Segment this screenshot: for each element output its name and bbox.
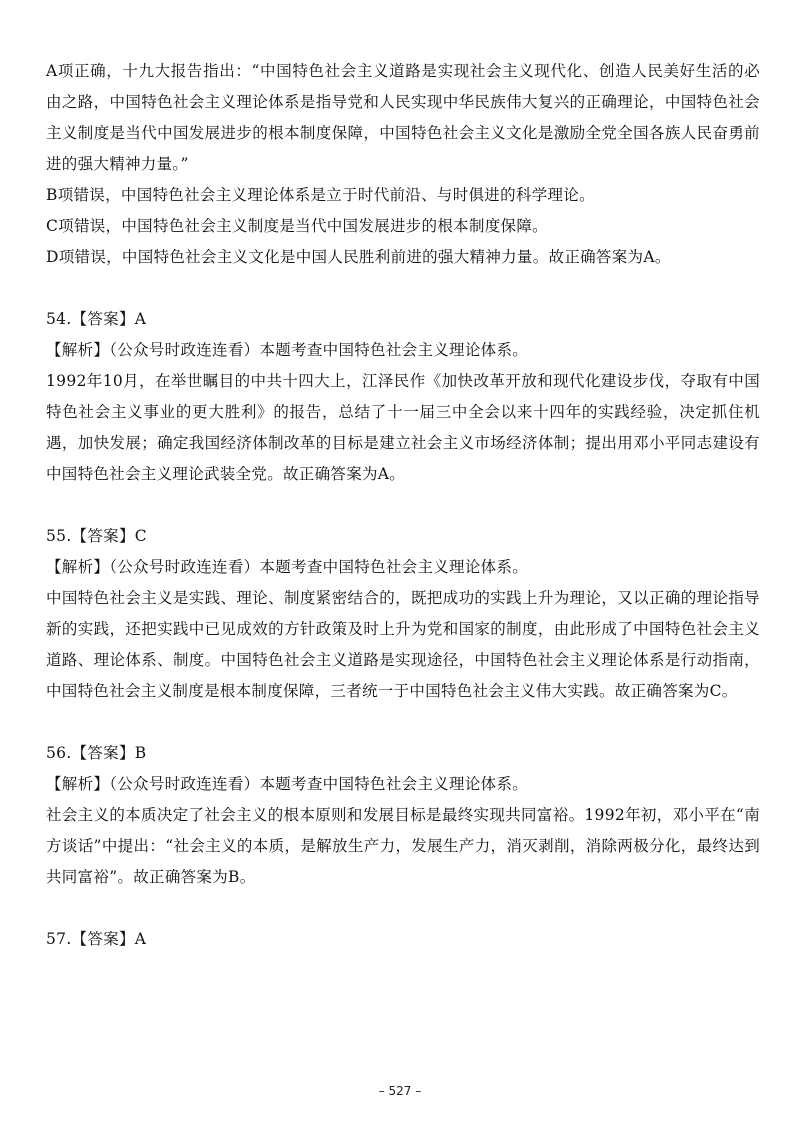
- option-c-explanation: C项错误，中国特色社会主义制度是当代中国发展进步的根本制度保障。: [46, 217, 548, 235]
- q55-analysis-heading: 【解析】（公众号时政连连看）本题考查中国特色社会主义理论体系。: [46, 558, 529, 576]
- document-body: [46, 56, 760, 955]
- q54-answer: 54.【答案】A: [46, 310, 147, 328]
- q54-body: 1992年10月，在举世瞩目的中共十四大上，江泽民作《加快改革开放和现代化建设步伐，夺取有中国特色社会主义事业的更大胜利》的报告，总结了十一届三中全会以来十四年的实践经验，决定抓住机遇，加快发展；确定我国经济体制改革的目标是建立社会主义市场经济体制；提出用邓小平同志建设有中国特色社会主义理论武装全党。故正确答案为A。: [46, 372, 760, 483]
- paragraph-gap: [46, 490, 760, 521]
- paragraph-gap: [46, 893, 760, 924]
- option-d-explanation: D项错误，中国特色社会主义文化是中国人民胜利前进的强大精神力量。故正确答案为A。: [46, 248, 671, 266]
- q56-body: 社会主义的本质决定了社会主义的根本原则和发展目标是最终实现共同富裕。1992年初，邓小平在“南方谈话”中提出：“社会主义的本质，是解放生产力，发展生产力，消灭剥削，消除两极分化，最终达到共同富裕”。故正确答案为B。: [46, 806, 760, 886]
- q56-answer: 56.【答案】B: [46, 744, 147, 762]
- option-a-explanation: A项正确，十九大报告指出：“中国特色社会主义道路是实现社会主义现代化、创造人民美好生活的必由之路，中国特色社会主义理论体系是指导党和人民实现中华民族伟大复兴的正确理论，中国特色社会主义制度是当代中国发展进步的根本制度保障，中国特色社会主义文化是激励全党全国各族人民奋勇前进的强大精神力量。”: [46, 62, 760, 173]
- paragraph-gap: [46, 273, 760, 304]
- paragraph-gap: [46, 707, 760, 738]
- q55-answer: 55.【答案】C: [46, 527, 147, 545]
- q57-answer: 57.【答案】A: [46, 930, 147, 948]
- page-number: – 527 –: [378, 1084, 422, 1098]
- q56-analysis-heading: 【解析】（公众号时政连连看）本题考查中国特色社会主义理论体系。: [46, 775, 529, 793]
- option-b-explanation: B项错误，中国特色社会主义理论体系是立于时代前沿、与时俱进的科学理论。: [46, 186, 595, 204]
- q54-analysis-heading: 【解析】（公众号时政连连看）本题考查中国特色社会主义理论体系。: [46, 341, 529, 359]
- q55-body: 中国特色社会主义是实践、理论、制度紧密结合的，既把成功的实践上升为理论，又以正确的理论指导新的实践，还把实践中已见成效的方针政策及时上升为党和国家的制度，由此形成了中国特色社会主义道路、理论体系、制度。中国特色社会主义道路是实现途径，中国特色社会主义理论体系是行动指南，中国特色社会主义制度是根本制度保障，三者统一于中国特色社会主义伟大实践。故正确答案为C。: [46, 589, 760, 700]
